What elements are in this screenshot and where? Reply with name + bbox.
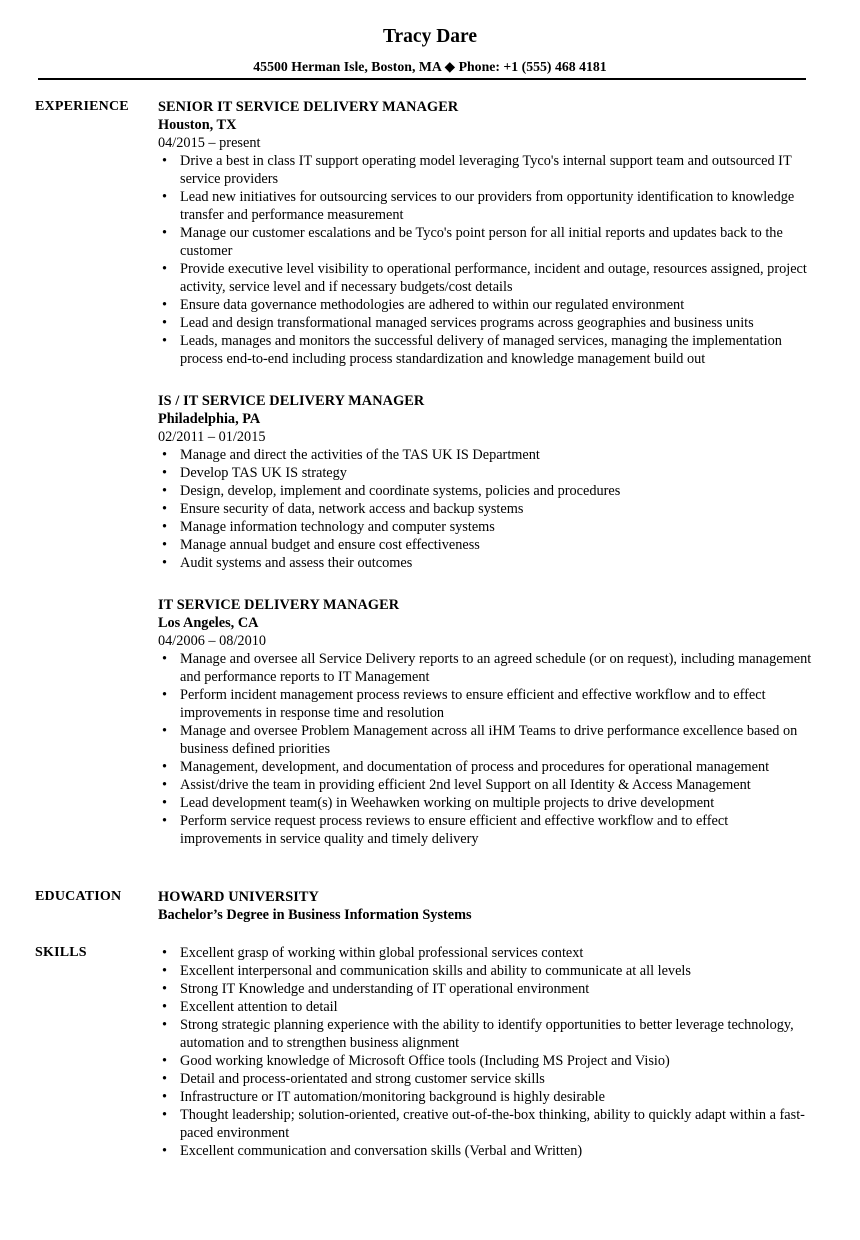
- skills-section: [0, 944, 860, 1160]
- section-label-experience: EXPERIENCE: [35, 99, 129, 114]
- job-bullet: • Manage our customer escalations and be Tyco's point person for all initial reports and updates back to the customer: [158, 224, 813, 260]
- job-location: Los Angeles, CA: [158, 615, 259, 631]
- job-bullet: • Develop TAS UK IS strategy: [158, 464, 813, 482]
- skill-item: • Good working knowledge of Microsoft Office tools (Including MS Project and Visio): [158, 1052, 813, 1070]
- job-bullet: • Audit systems and assess their outcomes: [158, 554, 813, 572]
- job-bullet: • Lead development team(s) in Weehawken working on multiple projects to drive development: [158, 794, 813, 812]
- job-bullet: • Perform incident management process reviews to ensure efficient and effective workflow and to effect improvements in response time and resolution: [158, 686, 813, 722]
- section-label-skills: SKILLS: [35, 945, 87, 960]
- job-bullet: • Manage and direct the activities of the TAS UK IS Department: [158, 446, 813, 464]
- skill-item: • Excellent grasp of working within global professional services context: [158, 944, 813, 962]
- job-dates: 04/2015 – present: [158, 135, 261, 151]
- candidate-name: Tracy Dare: [382, 26, 478, 47]
- education-section: [0, 888, 860, 924]
- job-bullet: • Lead new initiatives for outsourcing services to our providers from opportunity identification to knowledge transfer and performance measurement: [158, 188, 813, 224]
- skill-item: • Strong IT Knowledge and understanding of IT operational environment: [158, 980, 813, 998]
- job-dates: 04/2006 – 08/2010: [158, 633, 267, 649]
- job-location: Houston, TX: [158, 117, 237, 133]
- section-label-education: EDUCATION: [35, 889, 122, 904]
- experience-body: [158, 98, 813, 848]
- job-location: Philadelphia, PA: [158, 411, 261, 427]
- job-bullet: • Manage and oversee Problem Management across all iHM Teams to drive performance excellence based on business defined priorities: [158, 722, 813, 758]
- skill-item: • Excellent attention to detail: [158, 998, 813, 1016]
- experience-section: [0, 98, 860, 848]
- job-bullet: • Drive a best in class IT support operating model leveraging Tyco's internal support team and outsourced IT service providers: [158, 152, 813, 188]
- job-bullet: • Ensure security of data, network access and backup systems: [158, 500, 813, 518]
- job-bullet: • Lead and design transformational managed services programs across geographies and business units: [158, 314, 813, 332]
- job-bullets: [158, 446, 813, 572]
- job-title: IS / IT SERVICE DELIVERY MANAGER: [158, 393, 425, 409]
- job-entry: [158, 392, 813, 572]
- skill-item: • Strong strategic planning experience with the ability to identify opportunities to better leverage technology, automation and to strengthen business alignment: [158, 1016, 813, 1052]
- header-divider: [38, 78, 806, 80]
- skill-item: • Excellent interpersonal and communication skills and ability to communicate at all levels: [158, 962, 813, 980]
- school-name: HOWARD UNIVERSITY: [158, 889, 319, 905]
- skills-list: [158, 944, 813, 1160]
- job-bullet: • Manage and oversee all Service Delivery reports to an agreed schedule (or on request), including management and performance reports to IT Management: [158, 650, 813, 686]
- job-bullet: • Perform service request process reviews to ensure efficient and effective workflow and to effect improvements in service quality and timely delivery: [158, 812, 813, 848]
- job-bullets: [158, 152, 813, 368]
- skill-item: • Infrastructure or IT automation/monitoring background is highly desirable: [158, 1088, 813, 1106]
- job-title: SENIOR IT SERVICE DELIVERY MANAGER: [158, 99, 459, 115]
- degree: Bachelor’s Degree in Business Information Systems: [158, 907, 472, 923]
- job-title: IT SERVICE DELIVERY MANAGER: [158, 597, 400, 613]
- skills-body: [158, 944, 813, 1160]
- job-bullet: • Provide executive level visibility to operational performance, incident and outage, resources assigned, project activity, service level and if necessary budgets/cost details: [158, 260, 813, 296]
- job-entry: [158, 596, 813, 848]
- skill-item: • Detail and process-orientated and strong customer service skills: [158, 1070, 813, 1088]
- job-bullet: • Manage information technology and computer systems: [158, 518, 813, 536]
- contact-line: 45500 Herman Isle, Boston, MA ◆ Phone: +1 (555) 468 4181: [253, 59, 607, 74]
- job-bullet: • Ensure data governance methodologies are adhered to within our regulated environment: [158, 296, 813, 314]
- skill-item: • Thought leadership; solution-oriented, creative out-of-the-box thinking, ability to quickly adapt within a fast-paced environment: [158, 1106, 813, 1142]
- job-entry: [158, 98, 813, 368]
- job-bullet: • Leads, manages and monitors the successful delivery of managed services, managing the implementation process end-to-end including process standardization and knowledge management build out: [158, 332, 813, 368]
- job-bullet: • Manage annual budget and ensure cost effectiveness: [158, 536, 813, 554]
- resume-header: [0, 0, 860, 80]
- job-bullet: • Management, development, and documentation of process and procedures for operational management: [158, 758, 813, 776]
- job-bullets: [158, 650, 813, 848]
- job-bullet: • Assist/drive the team in providing efficient 2nd level Support on all Identity & Access Management: [158, 776, 813, 794]
- education-body: [158, 888, 813, 924]
- job-bullet: • Design, develop, implement and coordinate systems, policies and procedures: [158, 482, 813, 500]
- skill-item: • Excellent communication and conversation skills (Verbal and Written): [158, 1142, 813, 1160]
- job-dates: 02/2011 – 01/2015: [158, 429, 266, 445]
